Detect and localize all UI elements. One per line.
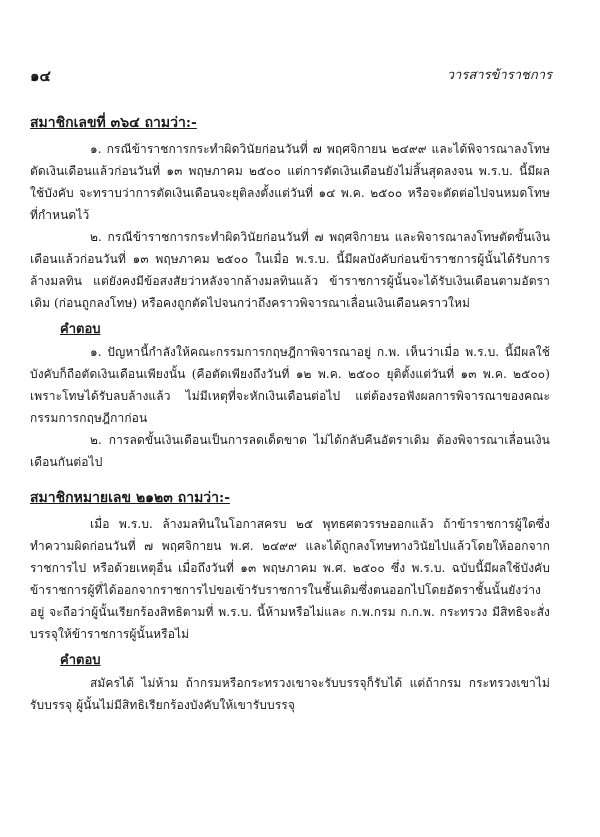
section1-answer-label: คำตอบ xyxy=(60,322,101,337)
section1-answer-1: ๑. ปัญหานี้กำลังให้คณะกรรมการกฤษฎีกาพิจารณาอยู่ ก.พ. เห็นว่าเมื่อ พ.ร.บ. นี้มีผลใช้บังคับก็ถือตัดเงินเดือนเพียงนั้น (คือตัดเพียงถึงวันที่ ๑๒ พ.ค. ๒๕๐๐ ยุติตั้งแต่วันที่ ๑๓ พ.ค. ๒๕๐๐) เพราะโทษได้รับลบล้างแล้ว ไม่มีเหตุที่จะหักเงินเดือนต่อไป แต่ต้องรอฟังผลการพิจารณาของคณะกรรมการกฤษฎีกาก่อน xyxy=(30,345,550,425)
section2-answer-label: คำตอบ xyxy=(60,653,101,668)
section1-question-2: ๒. กรณีข้าราชการกระทำผิดวินัยก่อนวันที่ ๗ พฤศจิกายน และพิจารณาลงโทษตัดขั้นเงินเดือนแล้วก่อนวันที่ ๑๓ พฤษภาคม ๒๕๐๐ ในเมื่อ พ.ร.บ. นี้มีผลบังคับก่อนข้าราชการผู้นั้นได้รับการล้างมลทิน แต่ยังคงมีข้อสงสัยว่าหลังจากล้างมลทินแล้ว ข้าราชการผู้นั้นจะได้รับเงินเดือนตามอัตราเดิม (ก่อนถูกลงโทษ) หรือคงถูกตัดไปจนกว่าถึงคราวพิจารณาเลื่อนเงินเดือนคราวใหม่ xyxy=(30,230,550,310)
section1-question-1: ๑. กรณีข้าราชการกระทำผิดวินัยก่อนวันที่ ๗ พฤศจิกายน ๒๔๙๙ และได้พิจารณาลงโทษตัดเงินเดือนแล้วก่อนวันที่ ๑๓ พฤษภาคม ๒๕๐๐ แต่การตัดเงินเดือนยังไม่สิ้นสุดลงจน พ.ร.บ. นี้มีผลใช้บังคับ จะทราบว่าการตัดเงินเดือนจะยุติลงตั้งแต่วันที่ ๑๔ พ.ค. ๒๕๐๐ หรือจะตัดต่อไปจนหมดโทษที่กำหนดไว้ xyxy=(30,142,550,222)
section2-heading: สมาชิกหมายเลข ๒๑๒๓ ถามว่า:- xyxy=(30,490,230,506)
section2-answer: สมัครได้ ไม่ห้าม ถ้ากรมหรือกระทรวงเขาจะรับบรรจุก็รับได้ แต่ถ้ากรม กระทรวงเขาไม่รับบรรจุ ผู้นั้นไม่มีสิทธิเรียกร้องบังคับให้เขารับบรรจุ xyxy=(30,676,550,712)
section2-question: เมื่อ พ.ร.บ. ล้างมลทินในโอกาสครบ ๒๕ พุทธศตวรรษออกแล้ว ถ้าข้าราชการผู้ใดซึ่งทำความผิดก่อนวันที่ ๗ พฤศจิกายน พ.ศ. ๒๔๙๙ และได้ถูกลงโทษทางวินัยไปแล้วโดยให้ออกจากราชการไป หรือด้วยเหตุอื่น เมื่อถึงวันที่ ๑๓ พฤษภาคม พ.ศ. ๒๕๐๐ ซึ่ง พ.ร.บ. ฉบับนี้มีผลใช้บังคับ ข้าราชการผู้ที่ได้ออกจากราชการไปขอเข้ารับราชการในชั้นเดิมซึ่งตนออกไปโดยอัตราชั้นนั้นยังว่างอยู่ จะถือว่าผู้นั้นเรียกร้องสิทธิตามที่ พ.ร.บ. นี้ห้ามหรือไม่และ ก.พ.กรม ก.ก.พ. กระทรวง มีสิทธิจะสั่งบรรจุให้ข้าราชการผู้นั้นหรือไม่ xyxy=(30,517,550,641)
journal-title: วารสารข้าราชการ xyxy=(446,68,552,83)
section1-answer-2: ๒. การลดขั้นเงินเดือนเป็นการลดเด็ดขาด ไม่ได้กลับคืนอัตราเดิม ต้องพิจารณาเลื่อนเงินเดือนกันต่อไป xyxy=(30,433,550,469)
section1-heading: สมาชิกเลขที่ ๓๖๔ ถามว่า:- xyxy=(30,115,197,131)
page-number: ๑๔ xyxy=(30,67,51,85)
